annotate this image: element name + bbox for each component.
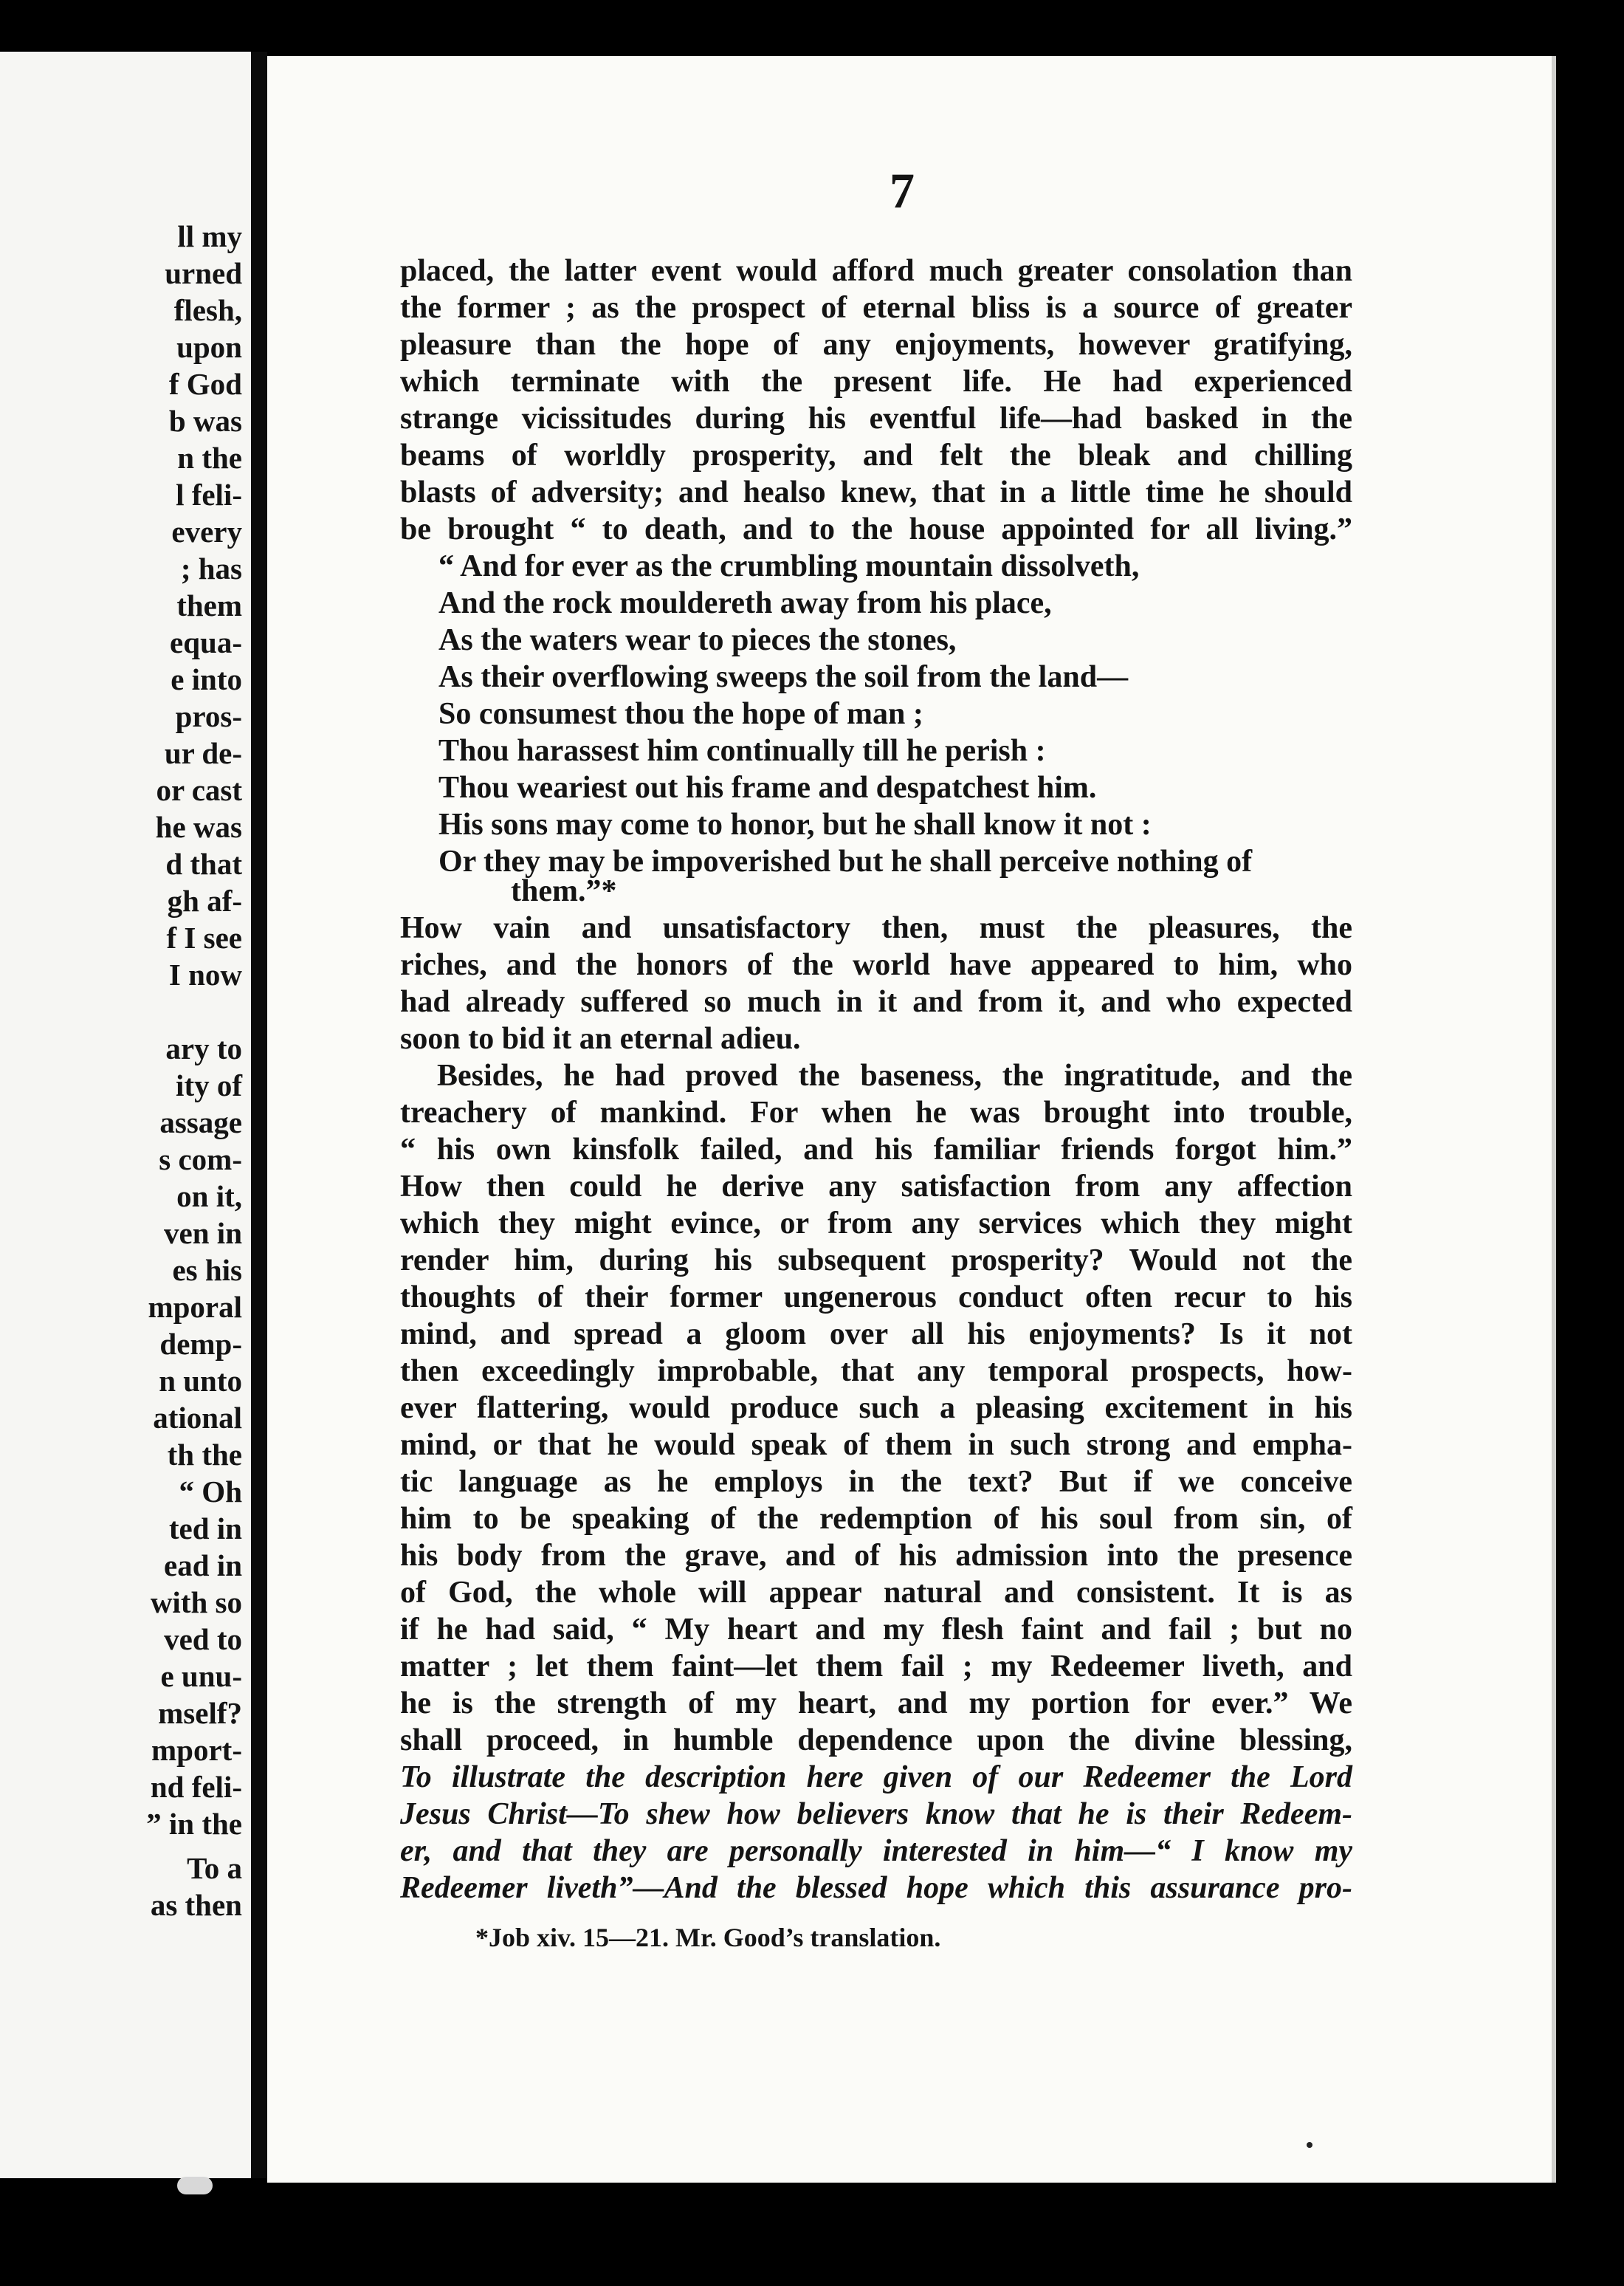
verse-line: “ And for ever as the crumbling mountain dissolveth, [438,549,1140,583]
left-page-fragment: f I see [166,921,242,955]
left-page-fragment: or cast [156,773,242,807]
left-page-fragment: f God [168,367,242,401]
text-line: matter ; let them faint—let them fail ; my Redeemer liveth, and [400,1650,1352,1683]
left-page-fragment: flesh, [173,293,242,327]
left-page-fragment: th the [167,1438,242,1472]
left-page-fragment: b was [168,404,242,438]
left-page-fragment: ur de- [164,736,242,770]
text-line: the former ; as the prospect of eternal bliss is a source of greater [400,291,1352,325]
left-page-fragment: ved to [164,1622,242,1656]
left-page-fragment: he was [155,810,242,844]
text-line: pleasure than the hope of any enjoyments, however gratifying, [400,328,1352,362]
left-page-fragment: gh af- [167,884,242,918]
left-page-fragment: “ Oh [179,1475,242,1508]
italic-line: To illustrate the description here given of our Redeemer the Lord [400,1760,1352,1794]
left-page-fragment: ity of [176,1068,242,1102]
left-page-fragment: e into [171,662,242,696]
verse-line: them.”* [511,874,617,908]
left-page-fragment: them [176,588,242,622]
scan-artifact [177,2177,213,2194]
left-page-fragment: ational [153,1401,242,1435]
text-line: render him, during his subsequent prosperity? Would not the [400,1243,1352,1277]
left-page-fragment: as then [150,1888,242,1922]
left-page-fragment: s com- [159,1142,242,1176]
left-page-fragment: I now [168,958,242,992]
text-line: Besides, he had proved the baseness, the ingratitude, and the [437,1059,1352,1093]
text-line: strange vicissitudes during his eventful life—had basked in the [400,402,1352,436]
footnote: *Job xiv. 15—21. Mr. Good’s translation. [475,1923,941,1952]
left-page-fragment: on it, [176,1179,242,1213]
verse-line: His sons may come to honor, but he shall know it not : [438,808,1152,842]
left-page-fragment: d that [165,847,242,881]
left-page-fragment: ead in [164,1548,242,1582]
verse-line: Or they may be impoverished but he shall perceive nothing of [438,845,1253,879]
text-line: How then could he derive any satisfaction from any affection [400,1170,1352,1204]
page-edge [1552,56,1556,2183]
verse-line: Thou harassest him continually till he perish : [438,734,1046,768]
text-line: soon to bid it an eternal adieu. [400,1022,801,1056]
text-line: be brought “ to death, and to the house appointed for all living.” [400,512,1352,546]
left-page-fragment: mport- [151,1733,242,1767]
left-page-fragment: pros- [175,699,242,733]
verse-line: So consumest thou the hope of man ; [438,697,923,731]
left-page-fragment: ll my [177,219,242,253]
text-line: his body from the grave, and of his admission into the presence [400,1539,1352,1573]
text-line: of God, the whole will appear natural and consistent. It is as [400,1576,1352,1610]
left-page-fragment: mself? [158,1696,242,1730]
left-page-fragment: demp- [159,1327,242,1361]
left-page-fragment: To a [187,1851,242,1885]
text-line: thoughts of their former ungenerous conduct often recur to his [400,1280,1352,1314]
left-page-fragment: upon [176,330,242,364]
text-line: which terminate with the present life. He had experienced [400,365,1352,399]
text-line: which they might evince, or from any services which they might [400,1206,1352,1240]
left-page-fragment: n the [177,441,242,475]
left-page-fragment: equa- [170,625,242,659]
left-page-fragment: ary to [165,1032,242,1065]
previous-page [0,52,251,2178]
text-line: mind, and spread a gloom over all his enjoyments? Is it not [400,1317,1352,1351]
text-line: if he had said, “ My heart and my flesh faint and fail ; but no [400,1613,1352,1647]
text-line: ever flattering, would produce such a pleasing excitement in his [400,1391,1352,1425]
left-page-fragment: n unto [159,1364,242,1398]
left-page-fragment: es his [172,1253,242,1287]
page-number: 7 [890,162,915,219]
left-page-fragment: nd feli- [150,1770,242,1804]
left-page-fragment: ; has [180,552,242,586]
left-page-fragment: l feli- [176,478,242,512]
left-page-fragment: assage [159,1105,242,1139]
left-page-fragment: mporal [148,1290,242,1324]
text-line: blasts of adversity; and healso knew, that in a little time he should [400,476,1352,509]
italic-line: er, and that they are personally interested in him—“ I know my [400,1834,1352,1868]
text-line: had already suffered so much in it and from it, and who expected [400,985,1352,1019]
verse-line: And the rock mouldereth away from his place, [438,586,1052,620]
verse-line: As the waters wear to pieces the stones, [438,623,957,657]
left-page-fragment: e unu- [160,1659,242,1693]
left-page-fragment: with so [150,1585,242,1619]
text-line: him to be speaking of the redemption of his soul from sin, of [400,1502,1352,1536]
text-line: How vain and unsatisfactory then, must the pleasures, the [400,911,1352,945]
left-page-fragment: every [171,515,242,549]
left-page-fragment: ted in [168,1511,242,1545]
verse-line: As their overflowing sweeps the soil from the land— [438,660,1129,694]
left-page-fragment: urned [165,256,242,290]
italic-line: Redeemer liveth”—And the blessed hope which this assurance pro- [400,1871,1352,1905]
book-gutter [251,52,267,2178]
left-page-fragment: ven in [164,1216,242,1250]
text-line: tic language as he employs in the text? But if we conceive [400,1465,1352,1499]
italic-line: Jesus Christ—To shew how believers know that he is their Redeem- [400,1797,1352,1831]
text-line: treachery of mankind. For when he was brought into trouble, [400,1096,1352,1130]
left-page-fragment: ” in the [146,1807,242,1841]
text-line: he is the strength of my heart, and my portion for ever.” We [400,1686,1352,1720]
text-line: shall proceed, in humble dependence upon the divine blessing, [400,1723,1352,1757]
text-line: beams of worldly prosperity, and felt the bleak and chilling [400,439,1352,473]
verse-line: Thou weariest out his frame and despatchest him. [438,771,1097,805]
text-line: mind, or that he would speak of them in such strong and empha- [400,1428,1352,1462]
text-line: then exceedingly improbable, that any temporal prospects, how- [400,1354,1352,1388]
ink-speck [1307,2142,1312,2148]
text-line: placed, the latter event would afford much greater consolation than [400,254,1352,288]
text-line: “ his own kinsfolk failed, and his familiar friends forgot him.” [400,1133,1352,1167]
book-page [267,56,1552,2183]
text-line: riches, and the honors of the world have appeared to him, who [400,948,1352,982]
